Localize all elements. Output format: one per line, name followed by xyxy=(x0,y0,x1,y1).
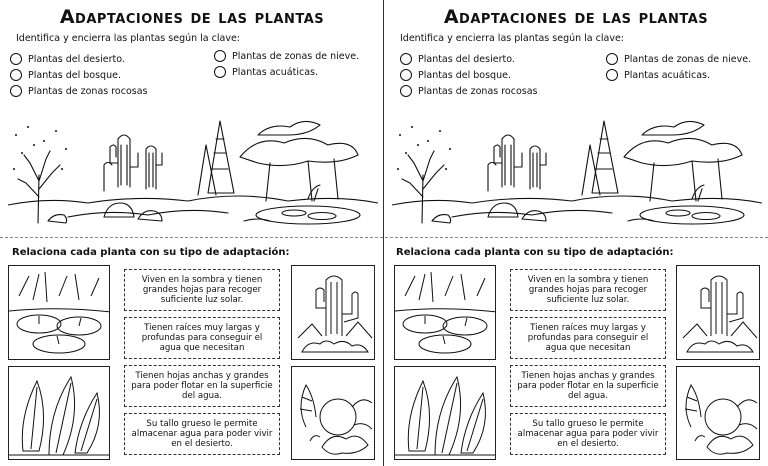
canopy-trees-icon xyxy=(240,121,358,201)
key-forest xyxy=(400,69,511,81)
circle-icon xyxy=(10,53,22,65)
worksheet-right xyxy=(384,0,768,466)
circle-icon xyxy=(400,53,412,65)
key-rocky-label: Plantas de zonas rocosas xyxy=(28,85,148,97)
key-forest xyxy=(10,69,121,81)
cactus-thumb xyxy=(676,265,760,360)
forest-leaves-thumb xyxy=(8,366,110,460)
description-box-1: Viven en la sombra y tienen grandes hojas para recoger suficiente luz solar. xyxy=(124,269,280,311)
forest-trees-icon xyxy=(582,121,618,195)
circle-icon xyxy=(10,85,22,97)
key-rocky xyxy=(400,85,538,97)
rocks-icon xyxy=(432,203,546,223)
key-forest-label: Plantas del bosque. xyxy=(28,69,121,81)
description-box-2: Tienen raíces muy largas y profundas para conseguir el agua que necesitan xyxy=(124,317,280,359)
snow-tree-icon xyxy=(13,126,67,223)
key-desert xyxy=(10,53,125,65)
circle-icon xyxy=(214,66,226,78)
key-aquatic-label: Plantas acuáticas. xyxy=(624,69,710,81)
landscape-illustration xyxy=(8,105,378,230)
key-forest-label: Plantas del bosque. xyxy=(418,69,511,81)
description-box-1: Viven en la sombra y tienen grandes hojas para recoger suficiente luz solar. xyxy=(510,269,666,311)
cactus-thumb xyxy=(291,265,375,360)
snow-tree-icon xyxy=(397,126,451,223)
pond-icon xyxy=(244,206,360,224)
circle-icon xyxy=(214,50,226,62)
relate-instruction: Relaciona cada planta con su tipo de adaptación: xyxy=(396,247,674,258)
key-rocky-label: Plantas de zonas rocosas xyxy=(418,85,538,97)
pond-icon xyxy=(628,206,744,224)
key-desert-label: Plantas del desierto. xyxy=(28,53,125,65)
description-box-3: Tienen hojas anchas y grandes para poder flotar en la superficie del agua. xyxy=(510,365,666,407)
rocky-plants-thumb xyxy=(676,366,760,460)
aquatic-plant-thumb xyxy=(394,265,496,360)
circle-icon xyxy=(10,69,22,81)
key-snow-label: Plantas de zonas de nieve. xyxy=(624,53,752,65)
instruction-text: Identifica y encierra las plantas según la clave: xyxy=(400,33,624,44)
canopy-trees-icon xyxy=(624,121,742,201)
cactus-icon xyxy=(104,135,162,191)
key-snow xyxy=(214,50,359,62)
key-aquatic xyxy=(214,66,318,78)
key-snow-label: Plantas de zonas de nieve. xyxy=(232,50,360,62)
aquatic-plant-thumb xyxy=(8,265,110,360)
worksheet-title: Adaptaciones de las plantas xyxy=(443,6,709,28)
key-rocky xyxy=(10,85,148,97)
description-box-4: Su tallo grueso le permite almacenar agua para poder vivir en el desierto. xyxy=(510,413,666,455)
circle-icon xyxy=(606,53,618,65)
circle-icon xyxy=(606,69,618,81)
circle-icon xyxy=(400,69,412,81)
forest-trees-icon xyxy=(198,121,234,195)
key-snow xyxy=(606,53,751,65)
description-box-2: Tienen raíces muy largas y profundas para conseguir el agua que necesitan xyxy=(510,317,666,359)
rocks-icon xyxy=(48,203,162,223)
section-divider xyxy=(0,237,768,238)
key-desert-label: Plantas del desierto. xyxy=(418,53,515,65)
forest-leaves-thumb xyxy=(394,366,496,460)
cactus-icon xyxy=(488,135,546,191)
landscape-illustration xyxy=(392,105,762,230)
key-aquatic xyxy=(606,69,710,81)
key-desert xyxy=(400,53,515,65)
key-aquatic-label: Plantas acuáticas. xyxy=(232,66,318,78)
instruction-text: Identifica y encierra las plantas según la clave: xyxy=(16,33,240,44)
relate-instruction: Relaciona cada planta con su tipo de adaptación: xyxy=(12,247,290,258)
worksheet-title: Adaptaciones de las plantas xyxy=(59,6,325,28)
circle-icon xyxy=(400,85,412,97)
rocky-plants-thumb xyxy=(291,366,375,460)
description-box-3: Tienen hojas anchas y grandes para poder flotar en la superficie del agua. xyxy=(124,365,280,407)
description-box-4: Su tallo grueso le permite almacenar agua para poder vivir en el desierto. xyxy=(124,413,280,455)
